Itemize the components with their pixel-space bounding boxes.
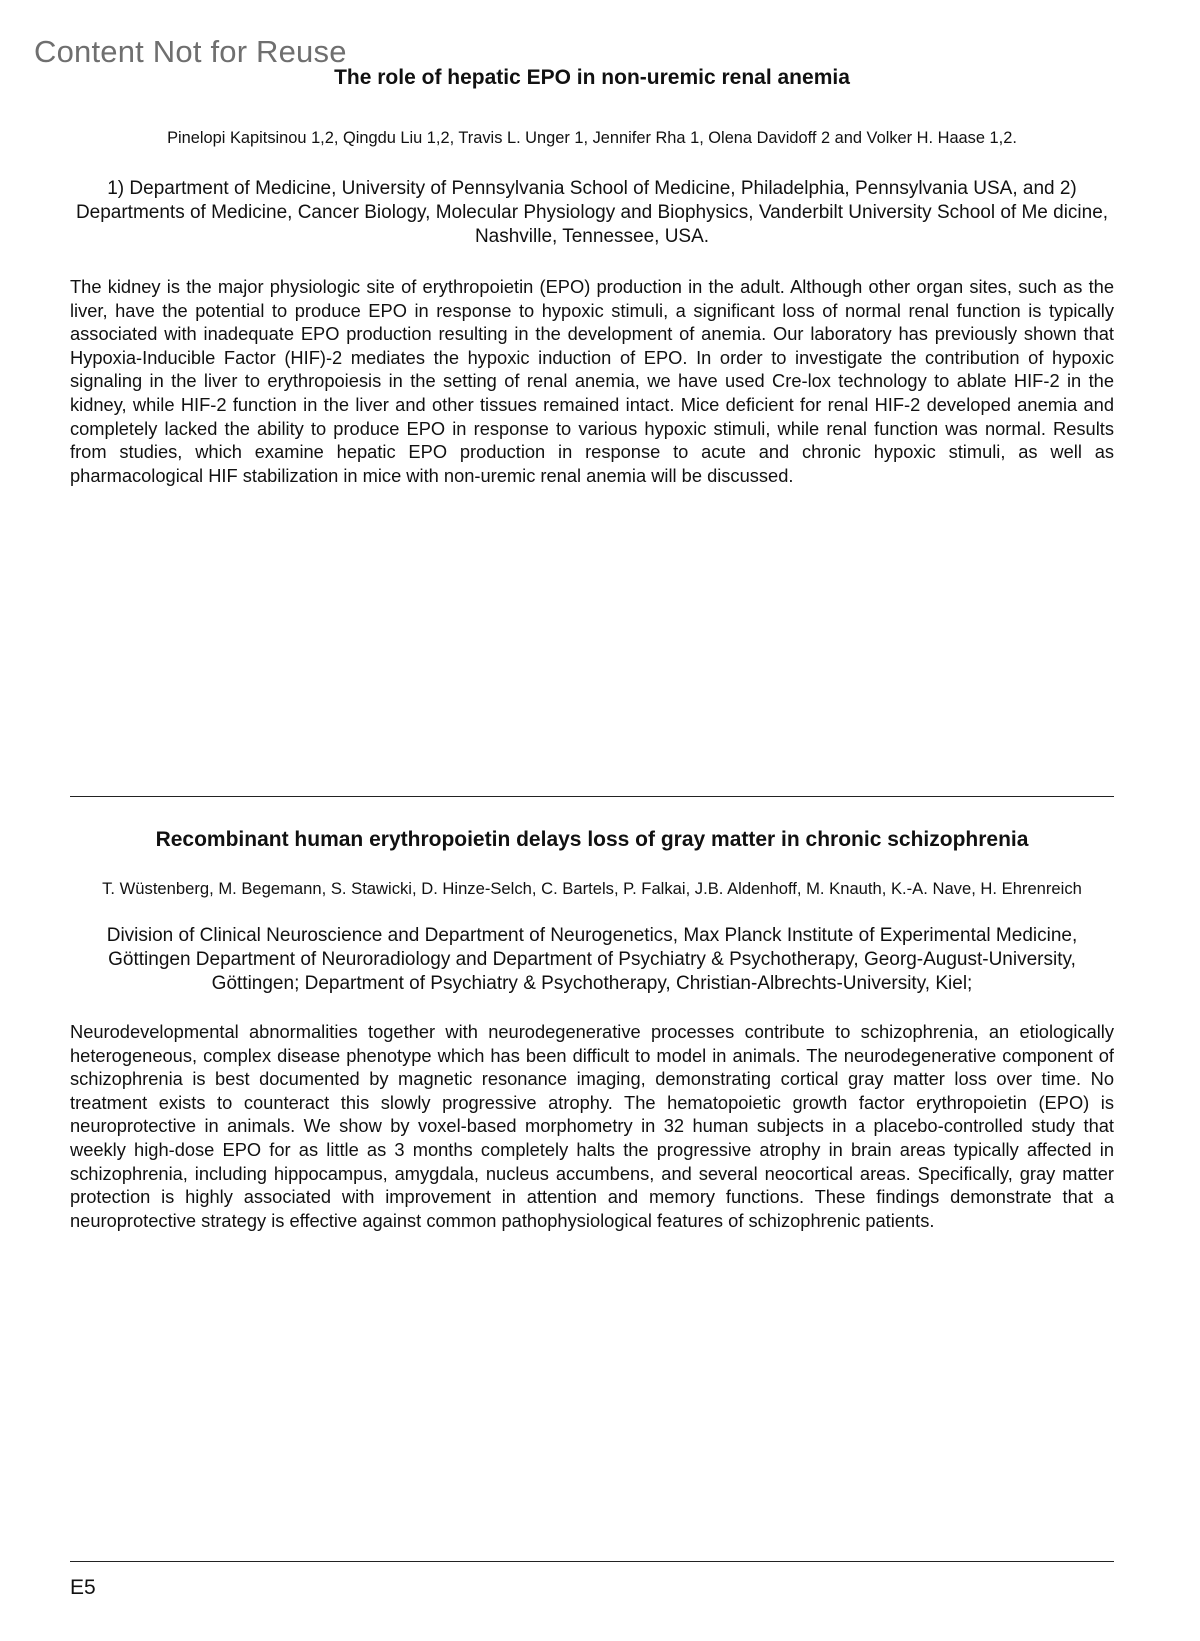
abstract-authors: T. Wüstenberg, M. Begemann, S. Stawicki, D. Hinze-Selch, C. Bartels, P. Falkai, J.B. Aldenhoff, M. Knauth, K.-A. Nave, H. Ehrenreich (102, 879, 1082, 898)
section-divider (70, 796, 1114, 797)
abstract-authors: Pinelopi Kapitsinou 1,2, Qingdu Liu 1,2, Travis L. Unger 1, Jennifer Rha 1, Olena Davidoff 2 and Volker H. Haase 1,2. (167, 129, 1017, 147)
abstract-title: The role of hepatic EPO in non-uremic renal anemia (334, 66, 850, 89)
abstract-affiliations: Division of Clinical Neuroscience and Department of Neurogenetics, Max Planck Institute of Experimental Medicine, Göttingen Department of Neuroradiology and Department of Psychiatry & Psychotherapy, Georg-August-University, Göttingen; Department of Psychiatry & Psychotherapy, Christian-Albrechts-University, Kiel; (106, 925, 1078, 994)
abstract-title: Recombinant human erythropoietin delays loss of gray matter in chronic schizophrenia (155, 828, 1029, 851)
watermark-text: Content Not for Reuse (34, 34, 347, 69)
abstract-epo-schizophrenia (70, 826, 1114, 1232)
page-number: E5 (70, 1576, 96, 1599)
abstract-affiliations: 1) Department of Medicine, University of Pennsylvania School of Medicine, Philadelphia, Pennsylvania USA, and 2) Departments of Medicine, Cancer Biology, Molecular Physiology and Biophysics, Vanderbilt University School of Me dicine, Nashville, Tennessee, USA. (75, 178, 1109, 247)
abstract-body: The kidney is the major physiologic site of erythropoietin (EPO) production in the adult. Although other organ sites, such as the liver, have the potential to produce EPO in response to hypoxic stimuli, a significant loss of normal renal function is typically associated with inadequate EPO production resulting in the development of anemia. Our laboratory has previously shown that Hypoxia-Inducible Factor (HIF)-2 mediates the hypoxic induction of EPO. In order to investigate the contribution of hypoxic signaling in the liver to erythropoiesis in the setting of renal anemia, we have used Cre-lox technology to ablate HIF-2 in the kidney, while HIF-2 function in the liver and other tissues remained intact. Mice deficient for renal HIF-2 developed anemia and completely lacked the ability to produce EPO in response to various hypoxic stimuli, while renal function was normal. Results from studies, which examine hepatic EPO production in response to acute and chronic hypoxic stimuli, as well as pharmacological HIF stabilization in mice with non-uremic renal anemia will be discussed. (70, 276, 1114, 486)
abstract-body: Neurodevelopmental abnormalities together with neurodegenerative processes contribute to schizophrenia, an etiologically heterogeneous, complex disease phenotype which has been difficult to model in animals. The neurodegenerative component of schizophrenia is best documented by magnetic resonance imaging, demonstrating cortical gray matter loss over time. No treatment exists to counteract this slowly progressive atrophy. The hematopoietic growth factor erythropoietin (EPO) is neuroprotective in animals. We show by voxel-based morphometry in 32 human subjects in a placebo-controlled study that weekly high-dose EPO for as little as 3 months completely halts the progressive atrophy in brain areas typically affected in schizophrenia, including hippocampus, amygdala, nucleus accumbens, and several neocortical areas. Specifically, gray matter protection is highly associated with improvement in attention and memory functions. These findings demonstrate that a neuroprotective strategy is effective against common pathophysiological features of schizophrenic patients. (70, 1021, 1114, 1231)
abstract-hepatic-epo (70, 64, 1114, 487)
footer-divider (70, 1561, 1114, 1562)
